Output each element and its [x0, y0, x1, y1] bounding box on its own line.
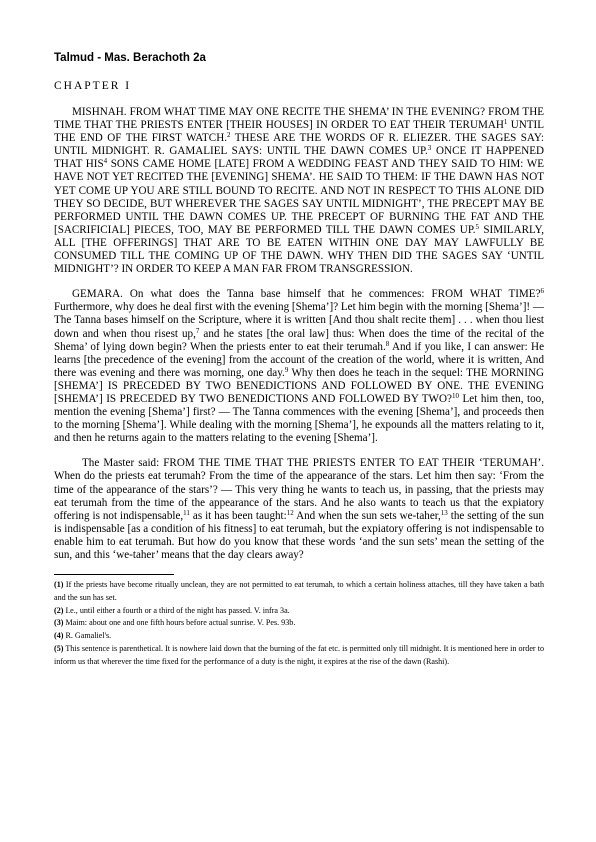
text-segment: Let him then, too, mention the evening [Shema’] first? — The Tanna commences with the evening [Shema’], and proceeds then to the morning [Shema’]. While dealing with the morning [Shema’], he expounds all the matters relating to it, and then he returns again to the matters relating to the evening [Shema’].	[54, 392, 544, 445]
footnote-text: Maim: about one and one fifth hours before actual sunrise. V. Pes. 93b.	[63, 618, 296, 628]
footnote-number: (5)	[54, 644, 64, 654]
footnote-ref[interactable]: 11	[183, 508, 190, 517]
footnote-ref[interactable]: 9	[284, 365, 289, 374]
footnote-item	[54, 617, 544, 630]
text-segment: Furthermore, why does he deal first with the evening [Shema’]? Let him begin with the morning [Shema’]! — The Tanna bases himself on the Scripture, where it is written [And thou shalt recite them] . . . when thou liest down and when thou risest up,	[54, 301, 544, 340]
text-segment: And if you like, I can answer: He learns [the precedence of the evening] from the account of the creation of the world, where it is written, And there was evening and there was morning, one day.	[54, 340, 544, 379]
text-segment: GEMARA. On what does the Tanna base himself that he commences: FROM WHAT TIME?	[72, 288, 541, 301]
footnote-item	[54, 579, 544, 605]
footnote-text: R. Gamaliel's.	[63, 631, 112, 641]
footnote-ref[interactable]: 2	[226, 131, 231, 140]
text-segment: MISHNAH. FROM WHAT TIME MAY ONE RECITE THE SHEMA’ IN THE EVENING? FROM THE TIME THAT THE PRIESTS ENTER [THEIR HOUSES] IN ORDER TO EAT THEIR TERUMAH	[54, 106, 544, 132]
text-segment: Why then does he teach in the sequel: THE MORNING [SHEMA’] IS PRECEDED BY TWO BENEDICTIONS AND FOLLOWED BY ONE. THE EVENING [SHEMA’] IS PRECEDED BY TWO BENEDICTIONS AND FOLLOWED BY TWO?	[54, 366, 544, 405]
footnote-ref[interactable]: 1	[503, 118, 508, 127]
footnote-ref[interactable]: 5	[475, 222, 480, 231]
footnote-ref[interactable]: 13	[440, 508, 448, 517]
footnotes	[54, 579, 544, 669]
footnote-number: (2)	[54, 605, 64, 615]
footnote-item	[54, 605, 544, 618]
footnote-ref[interactable]: 8	[385, 339, 390, 348]
footnote-ref[interactable]: 6	[540, 287, 544, 296]
footnote-divider	[54, 574, 174, 575]
footnote-ref[interactable]: 10	[451, 391, 459, 400]
footnote-ref[interactable]: 4	[103, 157, 108, 166]
text-segment: The Master said: FROM THE TIME THAT THE PRIESTS ENTER TO EAT THEIR ‘TERUMAH’. When do the priests eat terumah? From the time of the appearance of the stars. Let him then say: ‘From the time of the appearance of the stars’? — This very thing he wants to teach us, in passing, that the priests may eat terumah from the time of the appearance of the stars. And he also wants to teach us that the expiatory offering is not indispensable,	[54, 457, 544, 522]
text-segment: as it has been taught:	[189, 509, 287, 522]
footnote-number: (4)	[54, 631, 64, 641]
text-segment: THESE ARE THE WORDS OF R. ELIEZER. THE SAGES SAY: UNTIL MIDNIGHT. R. GAMALIEL SAYS: UNTIL THE DAWN COMES UP.	[54, 132, 544, 158]
text-segment: and he states [the oral law] thus: When does the time of the recital of the Shema’ of lying down begin? When the priests enter to eat their terumah.	[54, 327, 544, 353]
text-segment: the setting of the sun is indispensable [as a condition of his fitness] to eat terumah, but the expiatory offering is not indispensable to enable him to eat terumah. But how do you know that these words ‘and the sun sets’ mean the setting of the sun, and this ‘we-taher’ means that the day clears away?	[54, 509, 544, 561]
mishnah-paragraph	[54, 106, 544, 276]
gemara-paragraph	[54, 288, 544, 445]
footnote-number: (3)	[54, 618, 64, 628]
text-segment: ONCE IT HAPPENED THAT HIS	[54, 145, 544, 171]
text-segment: SONS CAME HOME [LATE] FROM A WEDDING FEAST AND THEY SAID TO HIM: WE HAVE NOT YET RECITED THE [EVENING] SHEMA’. HE SAID TO THEM: IF THE DAWN HAS NOT YET COME UP YOU ARE STILL BOUND TO RECITE. AND NOT IN RESPECT TO THIS ALONE DID THEY SO DECIDE, BUT WHEREVER THE SAGES SAY UNTIL MIDNIGHT’, THE PRECEPT MAY BE PERFORMED UNTIL THE DAWN COMES UP. THE PRECEPT OF BURNING THE FAT AND THE [SACRIFICIAL] PIECES, TOO, MAY BE PERFORMED TILL THE DAWN COMES UP.	[54, 158, 544, 236]
page-title: Talmud - Mas. Berachoth 2a	[54, 52, 206, 64]
text-segment: SIMILARLY, ALL [THE OFFERINGS] THAT ARE TO BE EATEN WITHIN ONE DAY MAY LAWFULLY BE CONSUMED TILL THE COMING UP OF THE DAWN. WHY THEN DID THE SAGES SAY ‘UNTIL MIDNIGHT’? IN ORDER TO KEEP A MAN FAR FROM TRANSGRESSION.	[54, 223, 545, 276]
footnote-ref[interactable]: 7	[195, 326, 200, 335]
footnote-text: This sentence is parenthetical. It is nowhere laid down that the burning of the fat etc. is permitted only till midnight. It is mentioned here in order to inform us that wherever the time fixed for the performance of a duty is the night, it expires at the rise of the dawn (Rashi).	[54, 644, 544, 666]
master-paragraph	[54, 457, 544, 562]
footnote-text: I.e., until either a fourth or a third of the night has passed. V. infra 3a.	[63, 605, 290, 615]
chapter-heading: CHAPTER I	[54, 80, 132, 92]
document-page	[54, 52, 544, 669]
footnote-number: (1)	[54, 580, 64, 590]
footnote-ref[interactable]: 3	[427, 144, 432, 153]
text-segment: And when the sun sets we-taher,	[293, 509, 441, 522]
text-segment: UNTIL THE END OF THE FIRST WATCH.	[54, 119, 544, 145]
footnote-text: If the priests have become ritually unclean, they are not permitted to eat terumah, to which a certain holiness attaches, till they have taken a bath and the sun has set.	[54, 580, 544, 602]
footnote-item	[54, 643, 544, 669]
footnote-ref[interactable]: 12	[286, 508, 294, 517]
footnote-item	[54, 630, 544, 643]
